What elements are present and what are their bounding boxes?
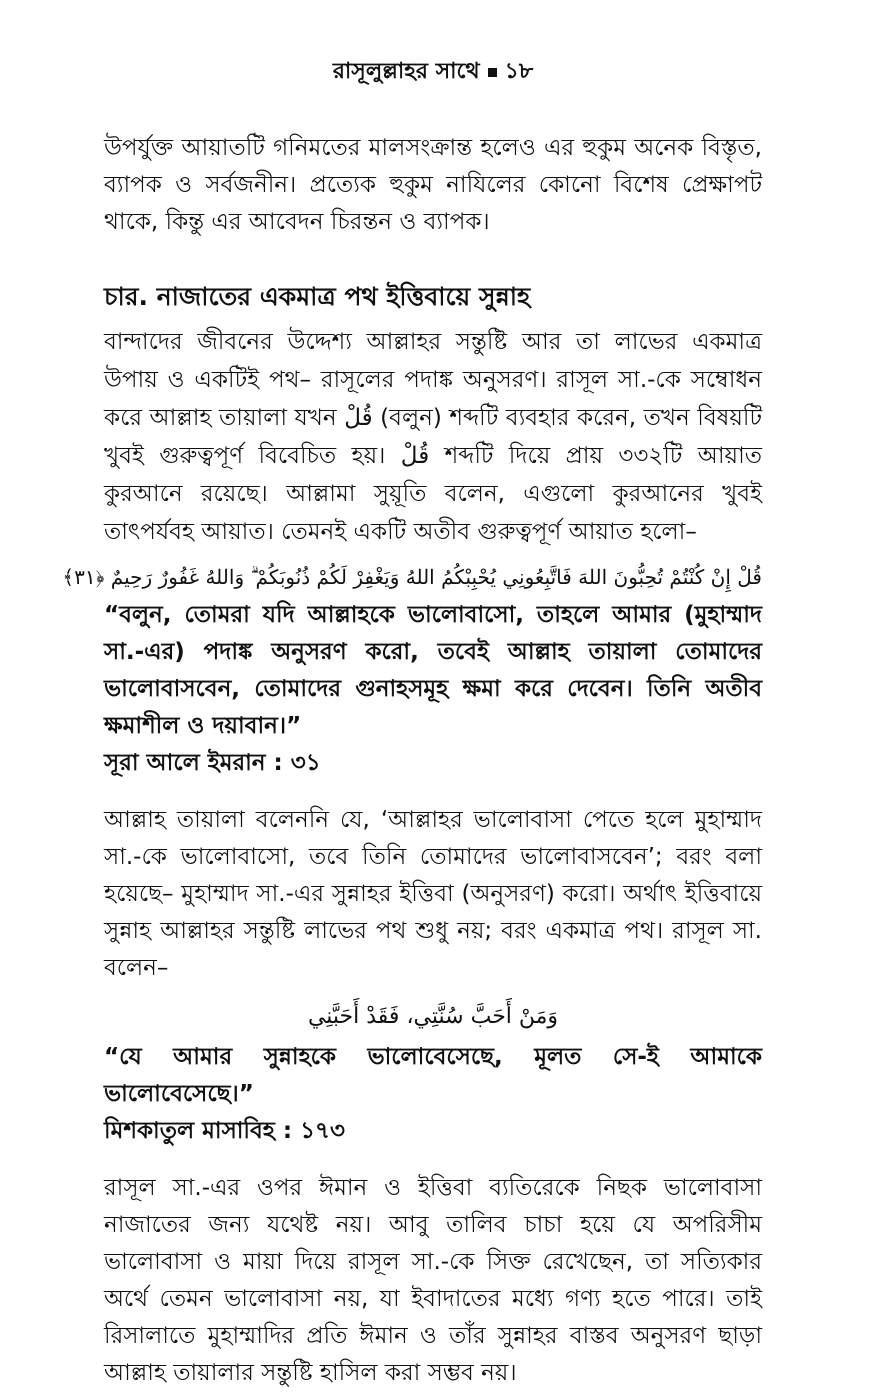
ayah-arabic: قُلْ إِنْ كُنْتُمْ تُحِبُّونَ اللهَ فَاتَّبِعُونِي يُحْبِبْكُمُ اللهُ وَيَغْفِرْ لَكُمْ ذُنُوبَكُمْ ۗ وَاللهُ غَفُورٌ رَحِيمٌ ﴿٣١﴾ <box>62 565 762 589</box>
page-number: ১৮ <box>504 59 534 84</box>
header-separator <box>488 68 497 77</box>
header-title: রাসূলুল্লাহর সাথে <box>332 59 480 84</box>
running-header <box>104 0 762 84</box>
hadith-translation: “যে আমার সুন্নাহকে ভালোবেসেছে, মূলত সে-ই আমাকে ভালোবেসেছে।” <box>104 1044 762 1107</box>
ayah-reference: সূরা আলে ইমরান : ৩১ <box>104 750 321 776</box>
paragraph-3: আল্লাহ তায়ালা বলেননি যে, ‘আল্লাহর ভালোবাসা পেতে হলে মুহাম্মাদ সা.-কে ভালোবাসো, তবে তিনি তোমাদের ভালোবাসবেন’; বরং বলা হয়েছে– মুহাম্মাদ সা.-এর সুন্নাহর ইত্তিবা (অনুসরণ) করো। অর্থাৎ ইত্তিবায়ে সুন্নাহ আল্লাহর সন্তুষ্টি লাভের পথ শুধু নয়; বরং একমাত্র পথ। রাসূল সা. বলেন– <box>104 807 762 981</box>
paragraph-1: উপর্যুক্ত আয়াতটি গনিমতের মালসংক্রান্ত হলেও এর হুকুম অনেক বিস্তৃত, ব্যাপক ও সর্বজনীন। প্রত্যেক হুকুম নাযিলের কোনো বিশেষ প্রেক্ষাপট থাকে, কিন্তু এর আবেদন চিরন্তন ও ব্যাপক। <box>104 135 762 235</box>
ayah-translation: “বলুন, তোমরা যদি আল্লাহকে ভালোবাসো, তাহলে আমার (মুহাম্মাদ সা.-এর) পদাঙ্ক অনুসরণ করো, তবেই আল্লাহ তায়ালা তোমাদের ভালোবাসবেন, তোমাদের গুনাহসমূহ ক্ষমা করে দেবেন। তিনি অতীব ক্ষমাশীল ও দয়াবান।” <box>104 602 762 739</box>
hadith-arabic: وَمَنْ أَحَبَّ سُنَّتِي، فَقَدْ أَحَبَّنِي <box>307 1004 559 1029</box>
section-heading: চার. নাজাতের একমাত্র পথ ইত্তিবায়ে সুন্নাহ <box>104 282 531 311</box>
paragraph-2: বান্দাদের জীবনের উদ্দেশ্য আল্লাহর সন্তুষ্টি আর তা লাভের একমাত্র উপায় ও একটিই পথ– রাসূলের পদাঙ্ক অনুসরণ। রাসূল সা.-কে সম্বোধন করে আল্লাহ তায়ালা যখন قُلْ (বলুন) শব্দটি ব্যবহার করেন, তখন বিষয়টি খুবই গুরুত্বপূর্ণ বিবেচিত হয়। قُلْ শব্দটি দিয়ে প্রায় ৩৩২টি আয়াত কুরআনে রয়েছে। আল্লামা সুয়ূতি বলেন, এগুলো কুরআনের খুবই তাৎপর্যবহ আয়াত। তেমনই একটি অতীব গুরুত্বপূর্ণ আয়াত হলো– <box>104 329 763 545</box>
paragraph-4: রাসূল সা.-এর ওপর ঈমান ও ইত্তিবা ব্যতিরেকে নিছক ভালোবাসা নাজাতের জন্য যথেষ্ট নয়। আবু তালিব চাচা হয়ে যে অপরিসীম ভালোবাসা ও মায়া দিয়ে রাসূল সা.-কে সিক্ত রেখেছেন, তা সত্যিকার অর্থে তেমন ভালোবাসা নয়, যা ইবাদাতের মধ্যে গণ্য হতে পারে। তাই রিসালাতে মুহাম্মাদির প্রতি ঈমান ও তাঁর সুন্নাহর বাস্তব অনুসরণ ছাড়া আল্লাহ তায়ালার সন্তুষ্টি হাসিল করা সম্ভব নয়। <box>104 1175 762 1386</box>
hadith-reference: মিশকাতুল মাসাবিহ : ১৭৩ <box>104 1118 345 1144</box>
